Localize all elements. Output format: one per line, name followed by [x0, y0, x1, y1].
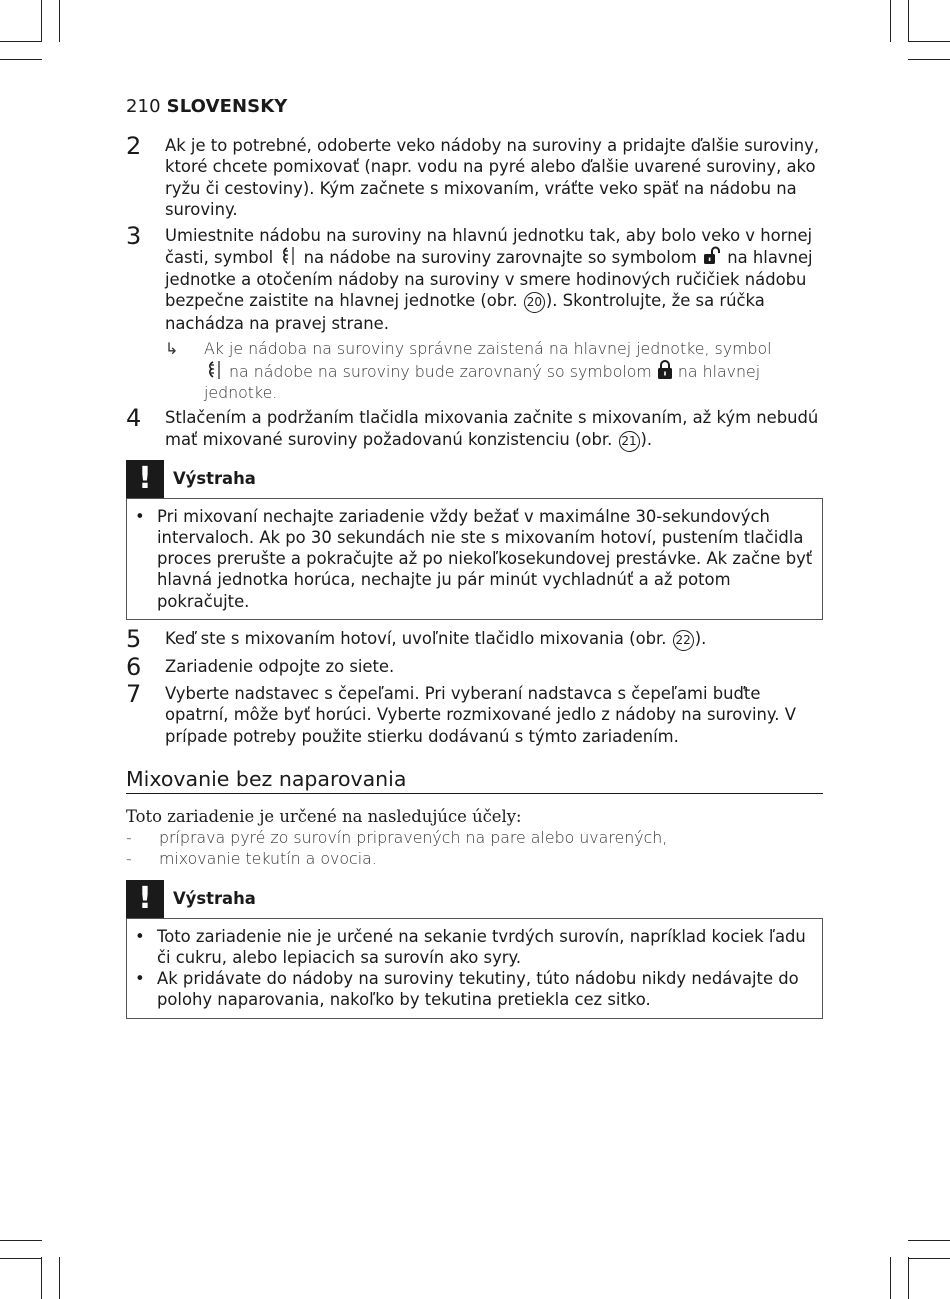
crop-mark: [890, 0, 891, 42]
bullet: •: [135, 926, 145, 946]
step-text-part: ).: [640, 429, 653, 449]
step-text-part: ). Skontrolujte, že sa rúčka nachádza na pravej strane.: [165, 291, 765, 334]
crop-mark: [41, 0, 42, 42]
list-item-text: mixovanie tekutín a ovocia.: [159, 849, 377, 869]
figure-ref: 22: [673, 630, 694, 651]
step-text: [165, 628, 823, 651]
warning-box: [126, 498, 823, 620]
step-2: [126, 132, 823, 220]
result-arrow-icon: ↳: [165, 339, 179, 359]
warning-text: Pri mixovaní nechajte zariadenie vždy bežať v maximálne 30-sekundových intervaloch. Ak po 30 sekundách nie ste s mixovaním hotoví, pustením tlačidla proces prerušte a pokračujte až po niekoľkosekundovej prestávke. Ak začne byť hlavná jednotka horúca, nechajte ju pár minút vychladnúť a až potom pokračujte.: [157, 506, 813, 611]
bullet: •: [135, 969, 145, 989]
step-text: Ak je to potrebné, odoberte veko nádoby na suroviny a pridajte ďalšie suroviny, ktoré chcete pomixovať (napr. vodu na pyré alebo ďalšie uvarené suroviny, ako ryžu či cestoviny). Kým začnete s mixovaním, vráťte veko späť na nádobu na suroviny.: [165, 136, 820, 219]
list-item: [126, 848, 823, 869]
figure-ref: 21: [619, 431, 640, 452]
section-title: Mixovanie bez naparovania: [126, 767, 823, 794]
exclamation-icon: !: [126, 460, 164, 498]
page-number: 210: [126, 96, 161, 117]
crop-mark: [0, 41, 42, 42]
step-text: [165, 407, 823, 451]
result-text: [204, 338, 823, 403]
step-5: [126, 625, 823, 654]
step-number: 2: [126, 132, 142, 160]
dash: -: [126, 849, 132, 869]
step-text-part: ).: [694, 629, 707, 649]
crop-mark: [59, 0, 60, 42]
step-4: [126, 404, 823, 451]
step-number: 5: [126, 625, 142, 654]
warning-block: [126, 460, 823, 620]
language-label: SLOVENSKY: [166, 96, 288, 117]
crop-mark: [908, 1240, 950, 1241]
section-lead: Toto zariadenie je určené na nasledujúce účely:: [126, 806, 522, 826]
step-text-part: Stlačením a podržaním tlačidla mixovania začnite s mixovaním, až kým nebudú mať mixované suroviny požadovanú konzistenciu (obr.: [165, 408, 819, 449]
step-text-part: Umiestnite nádobu na suroviny na hlavnú jednotku tak, aby bolo veko v hornej časti, symbol: [165, 226, 813, 268]
step-7: [126, 680, 823, 747]
warning-header: [126, 880, 823, 918]
result-text-part: na nádobe na suroviny bude zarovnaný so symbolom: [229, 361, 652, 381]
crop-mark: [908, 1258, 950, 1259]
step-text: [165, 225, 823, 334]
step-number: 7: [126, 680, 142, 709]
page-header: [126, 96, 823, 117]
crop-mark: [908, 59, 950, 60]
warning-text: Ak pridávate do nádoby na suroviny tekutiny, túto nádobu nikdy nedávajte do polohy naparovania, nakoľko by tekutina pretiekla cez sitko.: [157, 969, 799, 1010]
step-number: 6: [126, 653, 142, 682]
figure-ref: 20: [524, 292, 545, 313]
lock-icon: [657, 360, 673, 380]
warning-title: Výstraha: [173, 889, 256, 909]
step-3: [126, 222, 823, 334]
crop-mark: [890, 1257, 891, 1299]
result-text-part: na hlavnej jednotke.: [204, 361, 761, 402]
exclamation-icon: !: [126, 880, 164, 918]
unlock-icon: [702, 246, 722, 266]
crop-mark: [0, 1258, 42, 1259]
warning-box: [126, 918, 823, 1019]
step-text: Zariadenie odpojte zo siete.: [165, 657, 395, 677]
crop-mark: [0, 1240, 42, 1241]
step-3-result: [165, 338, 823, 403]
crop-mark: [908, 1257, 909, 1299]
crop-mark: [908, 0, 909, 42]
warning-block: [126, 880, 823, 1019]
crop-mark: [41, 1257, 42, 1299]
crop-mark: [59, 1257, 60, 1299]
step-text-part: Keď ste s mixovaním hotoví, uvoľnite tlačidlo mixovania (obr.: [165, 629, 667, 649]
bullet: •: [135, 506, 145, 526]
warning-title: Výstraha: [173, 469, 256, 489]
dash: -: [126, 827, 132, 847]
crop-mark: [908, 41, 950, 42]
step-text: Vyberte nadstavec s čepeľami. Pri vyberaní nadstavca s čepeľami buďte opatrní, môže byť horúci. Vyberte rozmixované jedlo z nádoby na suroviny. V prípade potreby použite stierku dodávanú s týmto zariadením.: [165, 684, 796, 746]
page-content: [126, 96, 823, 1019]
list-item-text: príprava pyré zo surovín pripravených na pare alebo uvarených,: [159, 827, 668, 847]
step-number: 3: [126, 222, 142, 251]
step-number: 4: [126, 404, 142, 433]
warning-header: [126, 460, 823, 498]
warning-text: Toto zariadenie nie je určené na sekanie tvrdých surovín, napríklad kociek ľadu či cukru, alebo lepiacich sa surovín ako syry.: [157, 926, 806, 967]
step-6: [126, 653, 823, 682]
crop-mark: [0, 59, 42, 60]
result-text-part: Ak je nádoba na suroviny správne zaistená na hlavnej jednotke, symbol: [204, 339, 772, 359]
step-text-part: na nádobe na suroviny zarovnajte so symbolom: [303, 248, 697, 268]
lid-align-icon: [204, 360, 224, 380]
warning-item: [135, 926, 814, 969]
lid-align-icon: [278, 246, 298, 266]
warning-item: [135, 506, 814, 612]
step-text-part: na hlavnej jednotke a otočením nádoby na suroviny v smere hodinových ručičiek nádobu bezpečne zaistite na hlavnej jednotke (obr.: [165, 248, 813, 311]
list-item: [126, 827, 823, 848]
warning-item: [135, 968, 814, 1011]
